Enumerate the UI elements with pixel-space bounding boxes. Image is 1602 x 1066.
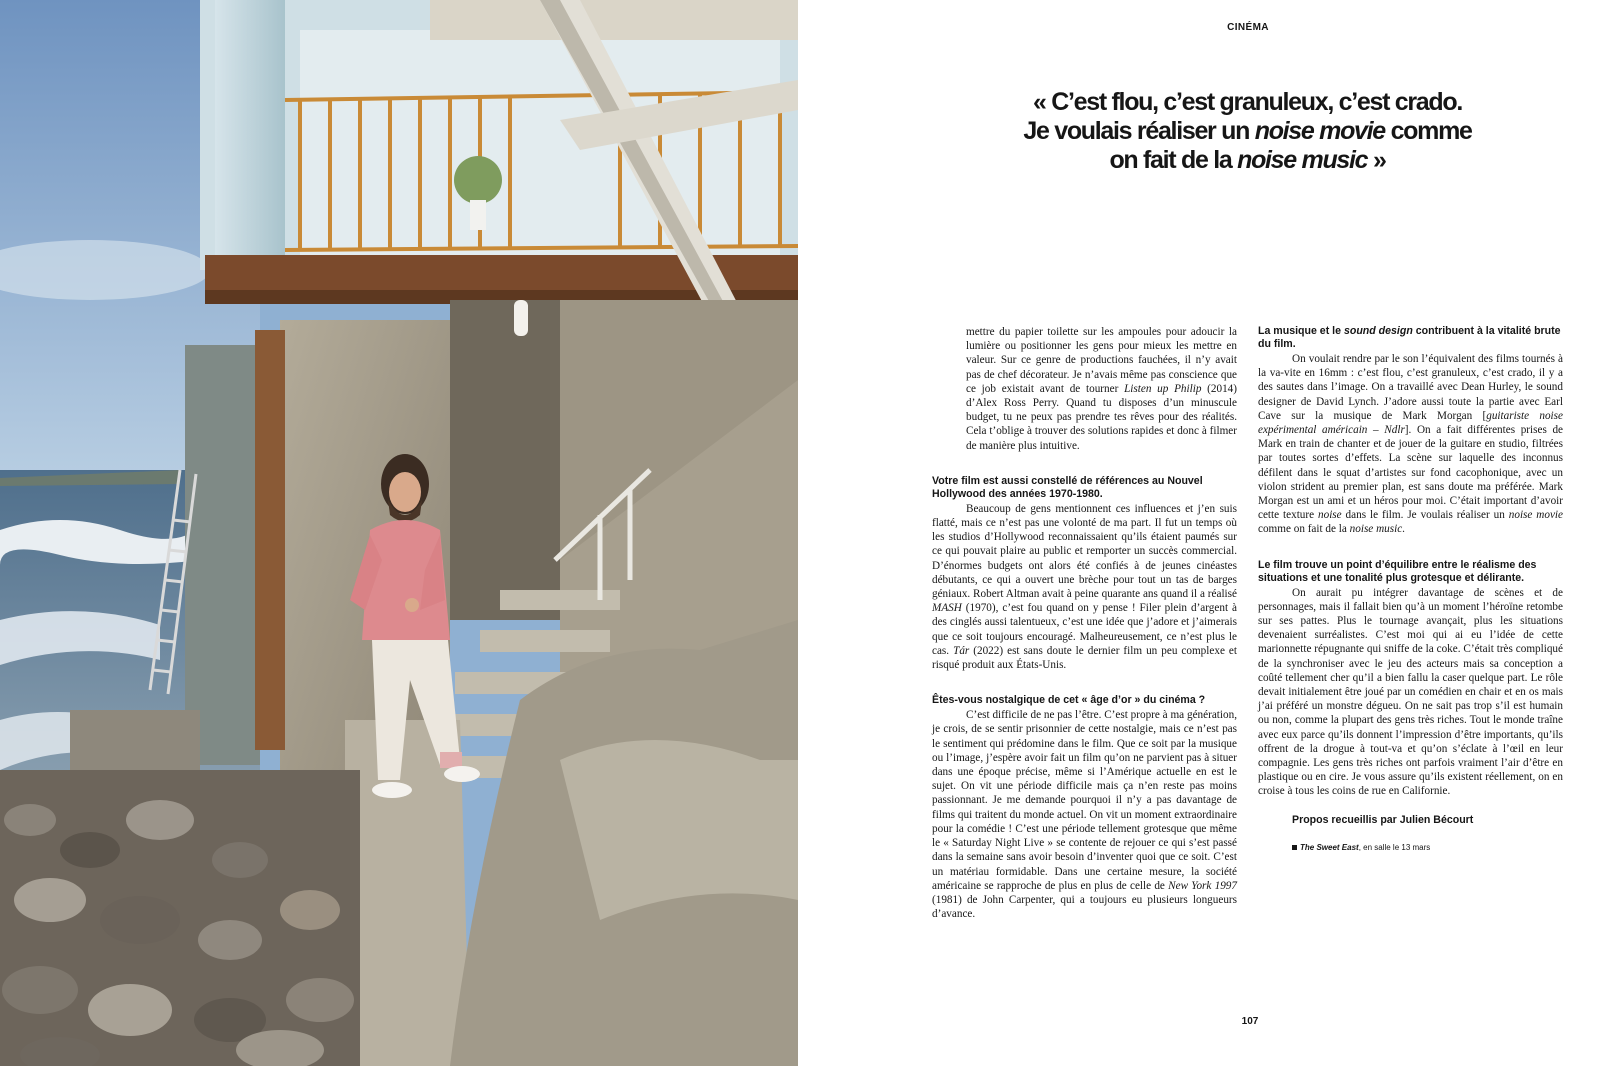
text-run: (1981) de John Carpenter, qui a toujours eu plusieurs longueurs d’avance. [932, 893, 1237, 921]
headline-emphasis: noise movie [1254, 117, 1385, 145]
editor-note: guitariste noise expérimental américain – Ndlr [1258, 409, 1563, 437]
text-run: On voulait rendre par le son l’équivalent des films tournés à la va-vite en 16mm : c’est flou, c’est granuleux, c’est crado, il y a des sautes dans l’image. On a travaillé avec Dean Hurley, le sound designer de David Lynch. J’adore aussi toute la partie avec Earl Cave sur la musique de Mark Morgan [ [1258, 353, 1563, 422]
headline-text: » [1367, 146, 1386, 174]
film-title: New York 1997 [1168, 879, 1237, 892]
answer-paragraph [1258, 352, 1563, 537]
term-emphasis: sound design [1343, 325, 1413, 337]
headline-text: comme [1384, 117, 1472, 145]
term-emphasis: noise [1318, 509, 1342, 522]
text-run: comme on fait de la [1258, 523, 1350, 536]
section-label: CINÉMA [1227, 22, 1269, 33]
headline-line-2 [1000, 117, 1495, 146]
text-run: (1970), c’est fou quand on y pense ! Filer plein d’argent à des cinglés aussi talentueux, c’est une idée que j’adore et j’aimerais que ce soit toujours encouragé. Malheureusement, ce n’est plus le cas. [932, 602, 1237, 657]
film-title: Tár [953, 644, 970, 657]
film-title: Listen up Philip [1124, 382, 1202, 395]
text-run: La musique et le [1258, 325, 1344, 337]
text-run: C’est difficile de ne pas l’être. C’est propre à ma génération, je crois, de se sentir prisonnier de cette nostalgie, mais ce n’est pas le sentiment qui prédomine dans le film. Que ce soit par la musique ou l’image, j’espère avoir fait un film qu’on ne parvient pas à situer dans une époque précise, même si l’Amérique actuelle en est le sujet. On vit une période difficile mais ça n’en reste pas moins passionnant. Je me demande pourquoi il n’y a pas davantage de films qui traitent du monde actuel. On vit un moment extraordinaire pour la comédie ! C’est une période tellement grotesque que même le « Saturday Night Live » se contente de rejouer ce qui s’est passé dans la semaine sans avoir besoin d’inventer quoi que ce soit. C’est un matériau formidable. Dans une certaine mesure, la société américaine se rapproche de plus en plus de celle de [932, 709, 1237, 892]
headline-text: on fait de la [1109, 146, 1238, 174]
headline-text: Je voulais réaliser un [1023, 117, 1255, 145]
text-run: (2014) d’Alex Ross Perry. Quand tu disposes d’un minuscule budget, tu ne peux pas prendre tes rêves pour des réalités. Cela t’oblige à trouver des solutions rapides et donc à filmer de manière plus intuitive. [966, 382, 1238, 452]
text-run: (2022) est sans doute le dernier film un peu complexe et risqué produit aux États-Unis. [932, 644, 1237, 672]
interview-question: Le film trouve un point d’équilibre entre le réalisme des situations et une tonalité plus grotesque et délirante. [1258, 558, 1537, 584]
release-date: , en salle le 13 mars [1358, 842, 1431, 852]
interview-question: Votre film est aussi constellé de références au Nouvel Hollywood des années 1970-1980. [932, 474, 1203, 500]
page-number: 107 [1241, 1016, 1259, 1027]
answer-paragraph [932, 325, 1237, 453]
release-footnote [1292, 841, 1563, 855]
interview-question: Êtes-vous nostalgique de cet « âge d’or » du cinéma ? [932, 694, 1206, 707]
term-emphasis: noise music [1349, 523, 1403, 536]
text-run: mettre du papier toilette sur les ampoules pour adoucir la lumière ou positionner les gens pour mieux les mettre en valeur. Sur ce genre de productions fauchées, il n’y avait pas de chef décorateur. Je n’avais même pas conscience que ce job existait avant de tourner [966, 326, 1237, 395]
headline-line-1: « C’est flou, c’est granuleux, c’est crado. [1033, 88, 1462, 116]
film-title: MASH [932, 602, 962, 615]
answer-paragraph: On aurait pu intégrer davantage de scènes et de personnages, mais il fallait bien qu’à un moment l’héroïne retombe sur ses pattes. Plus le tournage avançait, plus les situations devenaient surréalistes. C’est moi qui ai eu l’idée de cette marionnette répugnante qui sniffe de la coke. C’était très compliqué de la synchroniser avec le jeu des acteurs mais sa conception a coûté tellement cher qu’il a bien fallu la caser quelque part. Le rôle devait initialement être joué par un comédien en chair et en os mais j’ai préféré un monstre dégueu. On ne sait pas trop s’il est humain ou non, comme la plupart des gens très riches. Tout le monde traîne avec eux parce qu’ils donnent l’impression d’être importants, qu’ils offrent de la drogue à tout-va et qu’on s’éclate à l’œil en leur compagnie. Les gens très riches ont parfois vraiment l’air d’être en plastique ou en cire. Je vous assure qu’ils existent réellement, on en croise à tous les coins de rue en Californie. [1258, 586, 1563, 798]
headline-line-3 [1000, 146, 1495, 175]
headline [1000, 88, 1495, 175]
article-column-1 [932, 325, 1237, 921]
answer-paragraph [932, 708, 1237, 921]
text-run: . [1402, 523, 1405, 536]
text-run: contribuent à la vitalité brute du film. [1258, 325, 1561, 350]
article-column-2 [1258, 325, 1563, 855]
film-title: The Sweet East [1300, 842, 1359, 852]
text-run: ]. On a fait différentes prises de Mark en train de chanter et de jouer de la guitare en studio, filtrées par toutes sortes d’effets. La scène sur laquelle des inconnus défilent dans le squat d’artistes sur fond cacophonique, avec un violon strident au premier plan, est sans doute ma préférée. Mark Morgan est un ami et un héros pour moi. C’était important d’avoir cette texture [1258, 424, 1563, 522]
text-run: Beaucoup de gens mentionnent ces influences et j’en suis flatté, mais ce n’est pas une volonté de ma part. Il fut un temps où les studios d’Hollywood reconnaissaient qu’ils étaient paumés sur ce qui pouvait plaire au public et remporter un succès commercial. D’énormes budgets ont alors été confiés à de jeunes cinéastes débutants, ce qui a ouvert une brèche pour tout un tas de barges géniaux. Robert Altman avait à peine quarante ans quand il a réalisé [932, 502, 1237, 601]
answer-paragraph [932, 502, 1237, 672]
interview-question [1258, 325, 1563, 351]
square-bullet-icon [1292, 845, 1297, 850]
term-emphasis: noise movie [1508, 509, 1563, 522]
cover-photo [0, 0, 798, 1066]
headline-emphasis: noise music [1237, 146, 1368, 174]
author-credit: Propos recueillis par Julien Bécourt [1292, 813, 1474, 826]
text-run: dans le film. Je voulais réaliser un [1341, 509, 1509, 522]
